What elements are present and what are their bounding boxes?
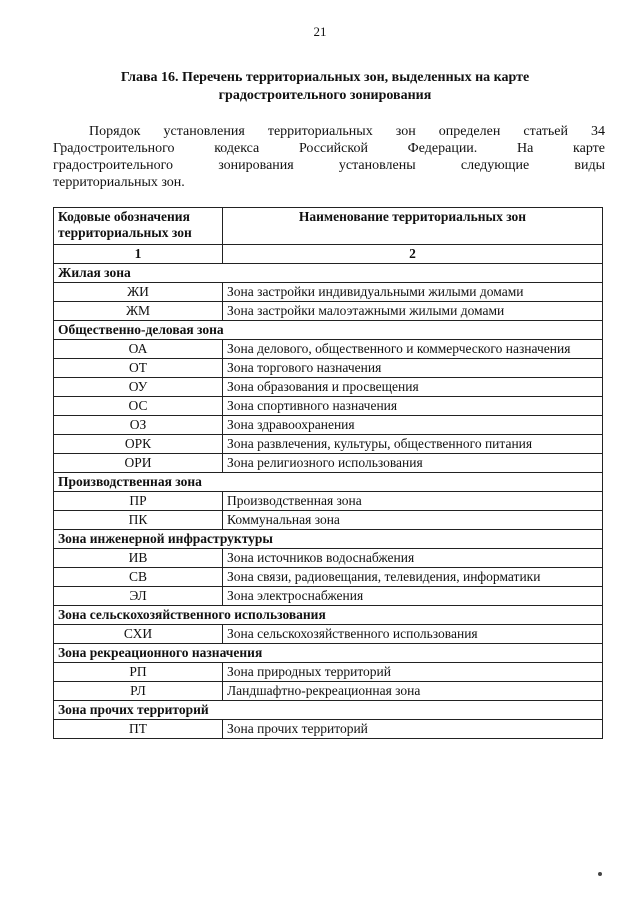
table-header-row <box>54 208 603 245</box>
table-row <box>54 340 603 359</box>
table-row <box>54 587 603 606</box>
zone-name: Зона прочих территорий <box>223 720 603 739</box>
header-num-2: 2 <box>223 245 603 264</box>
group-row <box>54 606 603 625</box>
group-title: Зона прочих территорий <box>54 701 603 720</box>
group-title: Зона сельскохозяйственного использования <box>54 606 603 625</box>
intro-line-1: Порядок установления территориальных зон определен статьей 34 <box>89 124 605 139</box>
zone-code: СХИ <box>54 625 223 644</box>
zone-name: Зона здравоохранения <box>223 416 603 435</box>
zone-name: Зона религиозного использования <box>223 454 603 473</box>
table-row <box>54 663 603 682</box>
table-row <box>54 492 603 511</box>
zone-code: ПК <box>54 511 223 530</box>
group-row <box>54 264 603 283</box>
zone-code: ПР <box>54 492 223 511</box>
page-number: 21 <box>313 24 327 39</box>
zone-code: ОТ <box>54 359 223 378</box>
table-row <box>54 416 603 435</box>
zone-name: Зона торгового назначения <box>223 359 603 378</box>
zone-code: ПТ <box>54 720 223 739</box>
header-name: Наименование территориальных зон <box>223 208 603 245</box>
zone-code: ОУ <box>54 378 223 397</box>
table-row <box>54 720 603 739</box>
table-row <box>54 549 603 568</box>
table-row <box>54 511 603 530</box>
zone-name: Зона развлечения, культуры, общественного питания <box>223 435 603 454</box>
zone-name: Ландшафтно-рекреационная зона <box>223 682 603 701</box>
zone-code: ИВ <box>54 549 223 568</box>
table-row <box>54 454 603 473</box>
table-row <box>54 625 603 644</box>
zone-name: Зона спортивного назначения <box>223 397 603 416</box>
zone-name: Коммунальная зона <box>223 511 603 530</box>
group-row <box>54 644 603 663</box>
table-number-row <box>54 245 603 264</box>
zone-name: Зона делового, общественного и коммерческого назначения <box>223 340 603 359</box>
zone-name: Зона электроснабжения <box>223 587 603 606</box>
zones-table <box>53 207 603 739</box>
table-row <box>54 435 603 454</box>
group-title: Зона инженерной инфраструктуры <box>54 530 603 549</box>
zone-code: ЖМ <box>54 302 223 321</box>
zone-code: ЭЛ <box>54 587 223 606</box>
zone-code: ОРК <box>54 435 223 454</box>
zone-name: Зона застройки индивидуальными жилыми домами <box>223 283 603 302</box>
table-row <box>54 397 603 416</box>
zone-code: ОА <box>54 340 223 359</box>
group-title: Зона рекреационного назначения <box>54 644 603 663</box>
table-row <box>54 302 603 321</box>
zone-code: ОЗ <box>54 416 223 435</box>
group-title: Общественно-деловая зона <box>54 321 603 340</box>
zone-name: Зона природных территорий <box>223 663 603 682</box>
table-row <box>54 283 603 302</box>
zone-code: ЖИ <box>54 283 223 302</box>
chapter-title <box>90 69 560 105</box>
zone-code: РП <box>54 663 223 682</box>
header-code: Кодовые обозначения территориальных зон <box>54 208 223 245</box>
zone-name: Зона источников водоснабжения <box>223 549 603 568</box>
table-row <box>54 378 603 397</box>
zone-name: Зона сельскохозяйственного использования <box>223 625 603 644</box>
group-title: Производственная зона <box>54 473 603 492</box>
zone-name: Зона образования и просвещения <box>223 378 603 397</box>
zones-table-body <box>54 264 603 739</box>
intro-line-3: градостроительного зонирования установлены следующие виды <box>53 158 605 173</box>
chapter-title-line2: градостроительного зонирования <box>218 88 432 103</box>
intro-line-2: Градостроительного кодекса Российской Федерации. На карте <box>53 141 605 156</box>
scan-dot <box>598 872 602 876</box>
zone-code: СВ <box>54 568 223 587</box>
zone-code: РЛ <box>54 682 223 701</box>
zone-name: Зона связи, радиовещания, телевидения, информатики <box>223 568 603 587</box>
group-title: Жилая зона <box>54 264 603 283</box>
chapter-title-line1: Глава 16. Перечень территориальных зон, выделенных на карте <box>120 70 530 85</box>
table-row <box>54 359 603 378</box>
group-row <box>54 473 603 492</box>
zone-code: ОРИ <box>54 454 223 473</box>
header-num-1: 1 <box>54 245 223 264</box>
group-row <box>54 701 603 720</box>
table-row <box>54 568 603 587</box>
zone-name: Производственная зона <box>223 492 603 511</box>
zone-name: Зона застройки малоэтажными жилыми домами <box>223 302 603 321</box>
table-row <box>54 682 603 701</box>
intro-line-4: территориальных зон. <box>53 175 185 190</box>
zone-code: ОС <box>54 397 223 416</box>
intro-paragraph <box>53 123 605 191</box>
group-row <box>54 530 603 549</box>
group-row <box>54 321 603 340</box>
